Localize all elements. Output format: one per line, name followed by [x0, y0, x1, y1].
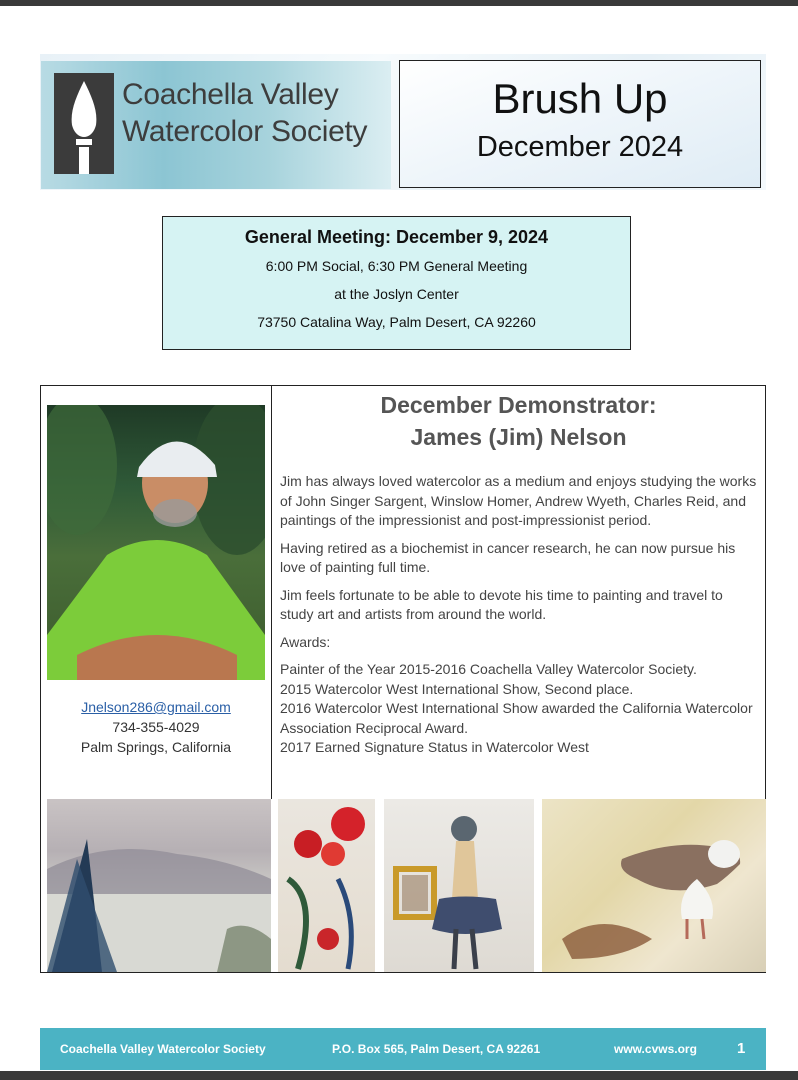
demonstrator-title: [272, 389, 765, 453]
window-bottom-bar: [0, 1071, 798, 1080]
newsletter-title-box: [399, 60, 761, 188]
awards-list: [280, 660, 760, 758]
meeting-box: [162, 216, 631, 350]
painting-seagull: [542, 799, 766, 972]
bio-paragraph: Jim has always loved watercolor as a medium and enjoys studying the works of John Singer Sargent, Winslow Homer, Andrew Wyeth, Charles Reid, and paintings of the impressionist and post-impressionist period.: [280, 473, 757, 528]
org-name-line1: Coachella Valley: [122, 78, 339, 111]
painting-red-flowers: [278, 799, 375, 972]
award-item: 2015 Watercolor West International Show, Second place.: [280, 680, 634, 697]
footer-website[interactable]: www.cvws.org: [614, 1042, 697, 1056]
demonstrator-name: James (Jim) Nelson: [410, 424, 627, 450]
location: Palm Springs, California: [80, 739, 232, 755]
footer-org: Coachella Valley Watercolor Society: [60, 1042, 266, 1056]
contact-info: [41, 697, 271, 757]
painting-coastal-landscape: [47, 799, 271, 972]
demonstrator-photo: [47, 405, 265, 680]
phone-number: 734-355-4029: [112, 719, 200, 735]
demonstrator-title-line1: December Demonstrator:: [380, 392, 657, 418]
email-link[interactable]: Jnelson286@gmail.com: [81, 699, 231, 715]
page-footer: [40, 1028, 766, 1070]
bio-paragraph: Jim feels fortunate to be able to devote his time to painting and travel to study art and artists from around the world.: [280, 586, 723, 622]
meeting-venue: at the Joslyn Center: [334, 286, 459, 302]
footer-address: P.O. Box 565, Palm Desert, CA 92261: [332, 1042, 541, 1056]
newsletter-title: Brush Up: [492, 75, 668, 122]
newsletter-issue: December 2024: [476, 131, 684, 163]
award-item: Painter of the Year 2015-2016 Coachella Valley Watercolor Society.: [280, 661, 697, 677]
painting-dancer-sculpture: [384, 799, 534, 972]
org-name: [122, 76, 392, 150]
org-name-line2: Watercolor Society: [122, 115, 368, 148]
meeting-address: 73750 Catalina Way, Palm Desert, CA 92260: [257, 314, 536, 330]
meeting-time: 6:00 PM Social, 6:30 PM General Meeting: [265, 258, 528, 274]
award-item: 2017 Earned Signature Status in Watercolor West: [280, 739, 589, 755]
window-top-bar: [0, 0, 798, 6]
page-number: 1: [737, 1040, 746, 1057]
bio-paragraph: Having retired as a biochemist in cancer research, he can now pursue his love of painting full time.: [280, 539, 736, 575]
meeting-heading: General Meeting: December 9, 2024: [244, 227, 549, 247]
paintbrush-logo-icon: [54, 73, 114, 174]
demonstrator-bio: [280, 472, 760, 758]
award-item: 2016 Watercolor West International Show awarded the California Watercolor Association Reciprocal Award.: [280, 700, 753, 736]
awards-heading: Awards:: [280, 633, 331, 650]
